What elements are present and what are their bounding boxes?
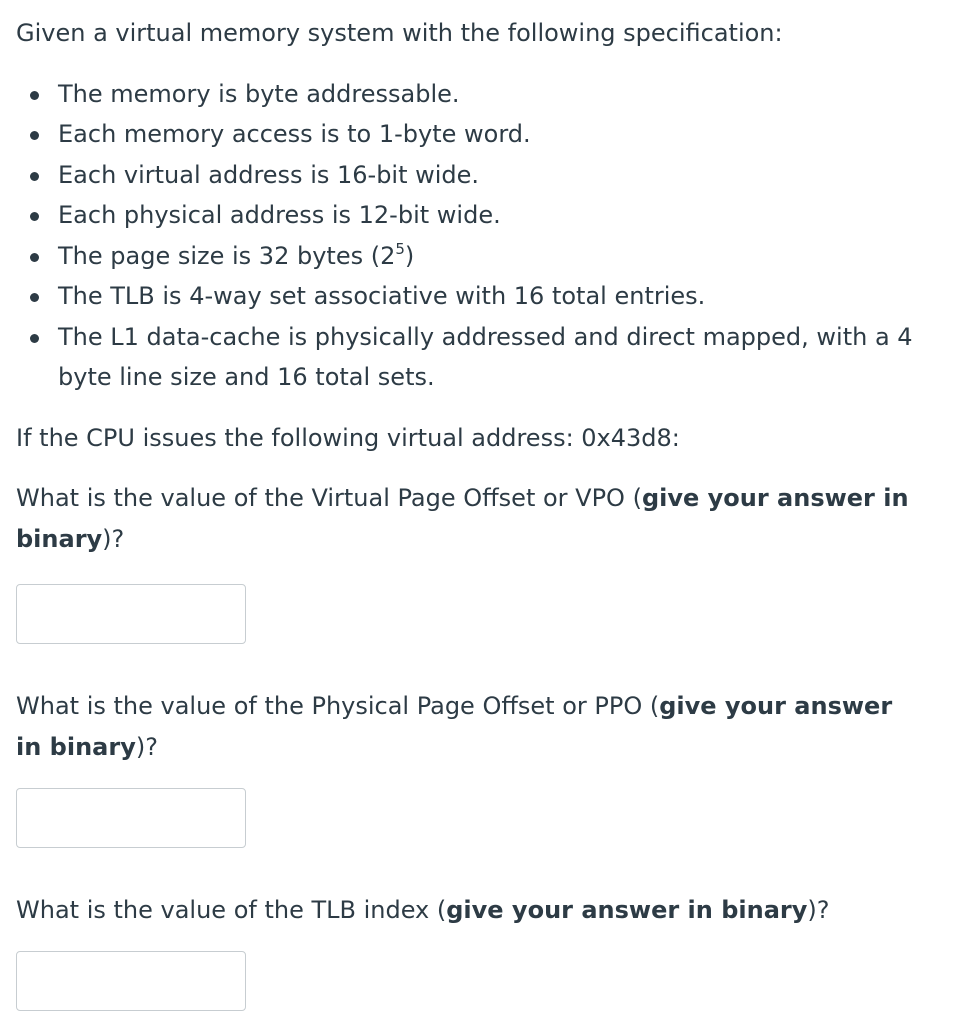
spec-item	[16, 114, 916, 155]
question-emphasis: give your answer in binary	[446, 896, 808, 924]
spec-text: Each virtual address is 16-bit wide.	[58, 160, 480, 189]
question-emphasis: give your answer in binary	[16, 484, 909, 553]
question-vpo	[16, 478, 916, 559]
spec-text: The TLB is 4-way set associative with 16 total entries.	[58, 282, 706, 310]
question-text: What is the value of the Virtual Page Offset or VPO (	[16, 484, 642, 512]
ppo-answer-input[interactable]	[16, 788, 246, 848]
spec-text: Each physical address is 12-bit wide.	[58, 201, 501, 229]
question-ppo	[16, 686, 916, 767]
spec-text: Each memory access is to 1-byte word.	[58, 120, 531, 148]
question-emphasis: give your answer in binary	[16, 692, 893, 761]
spec-item	[16, 155, 916, 196]
spec-item	[16, 317, 916, 398]
page-size-exponent: 5	[395, 239, 405, 258]
spec-item	[16, 195, 916, 236]
spec-item	[16, 236, 916, 277]
spec-item	[16, 74, 916, 115]
spec-list	[16, 74, 916, 398]
spec-text: The L1 data-cache is physically addressed and direct mapped, with a 4 byte line size and 16 total sets.	[58, 322, 913, 391]
spec-text: The memory is byte addressable.	[58, 79, 460, 108]
page-size-suffix: )	[404, 241, 415, 270]
cpu-address-line: If the CPU issues the following virtual address: 0x43d8:	[16, 423, 680, 452]
question-suffix: )?	[102, 524, 125, 553]
vpo-answer-input[interactable]	[16, 584, 246, 644]
intro-text: Given a virtual memory system with the following specification:	[16, 19, 783, 47]
question-suffix: )?	[807, 896, 830, 924]
tlb-index-answer-input[interactable]	[16, 951, 246, 1011]
spec-item	[16, 276, 916, 317]
question-text: What is the value of the TLB index (	[16, 896, 447, 924]
question-body	[16, 13, 916, 579]
question-tlb-index	[16, 890, 916, 931]
question-suffix: )?	[135, 732, 158, 761]
spec-text: The page size is 32 bytes (2	[58, 241, 396, 270]
question-text: What is the value of the Physical Page Offset or PPO (	[16, 692, 660, 720]
